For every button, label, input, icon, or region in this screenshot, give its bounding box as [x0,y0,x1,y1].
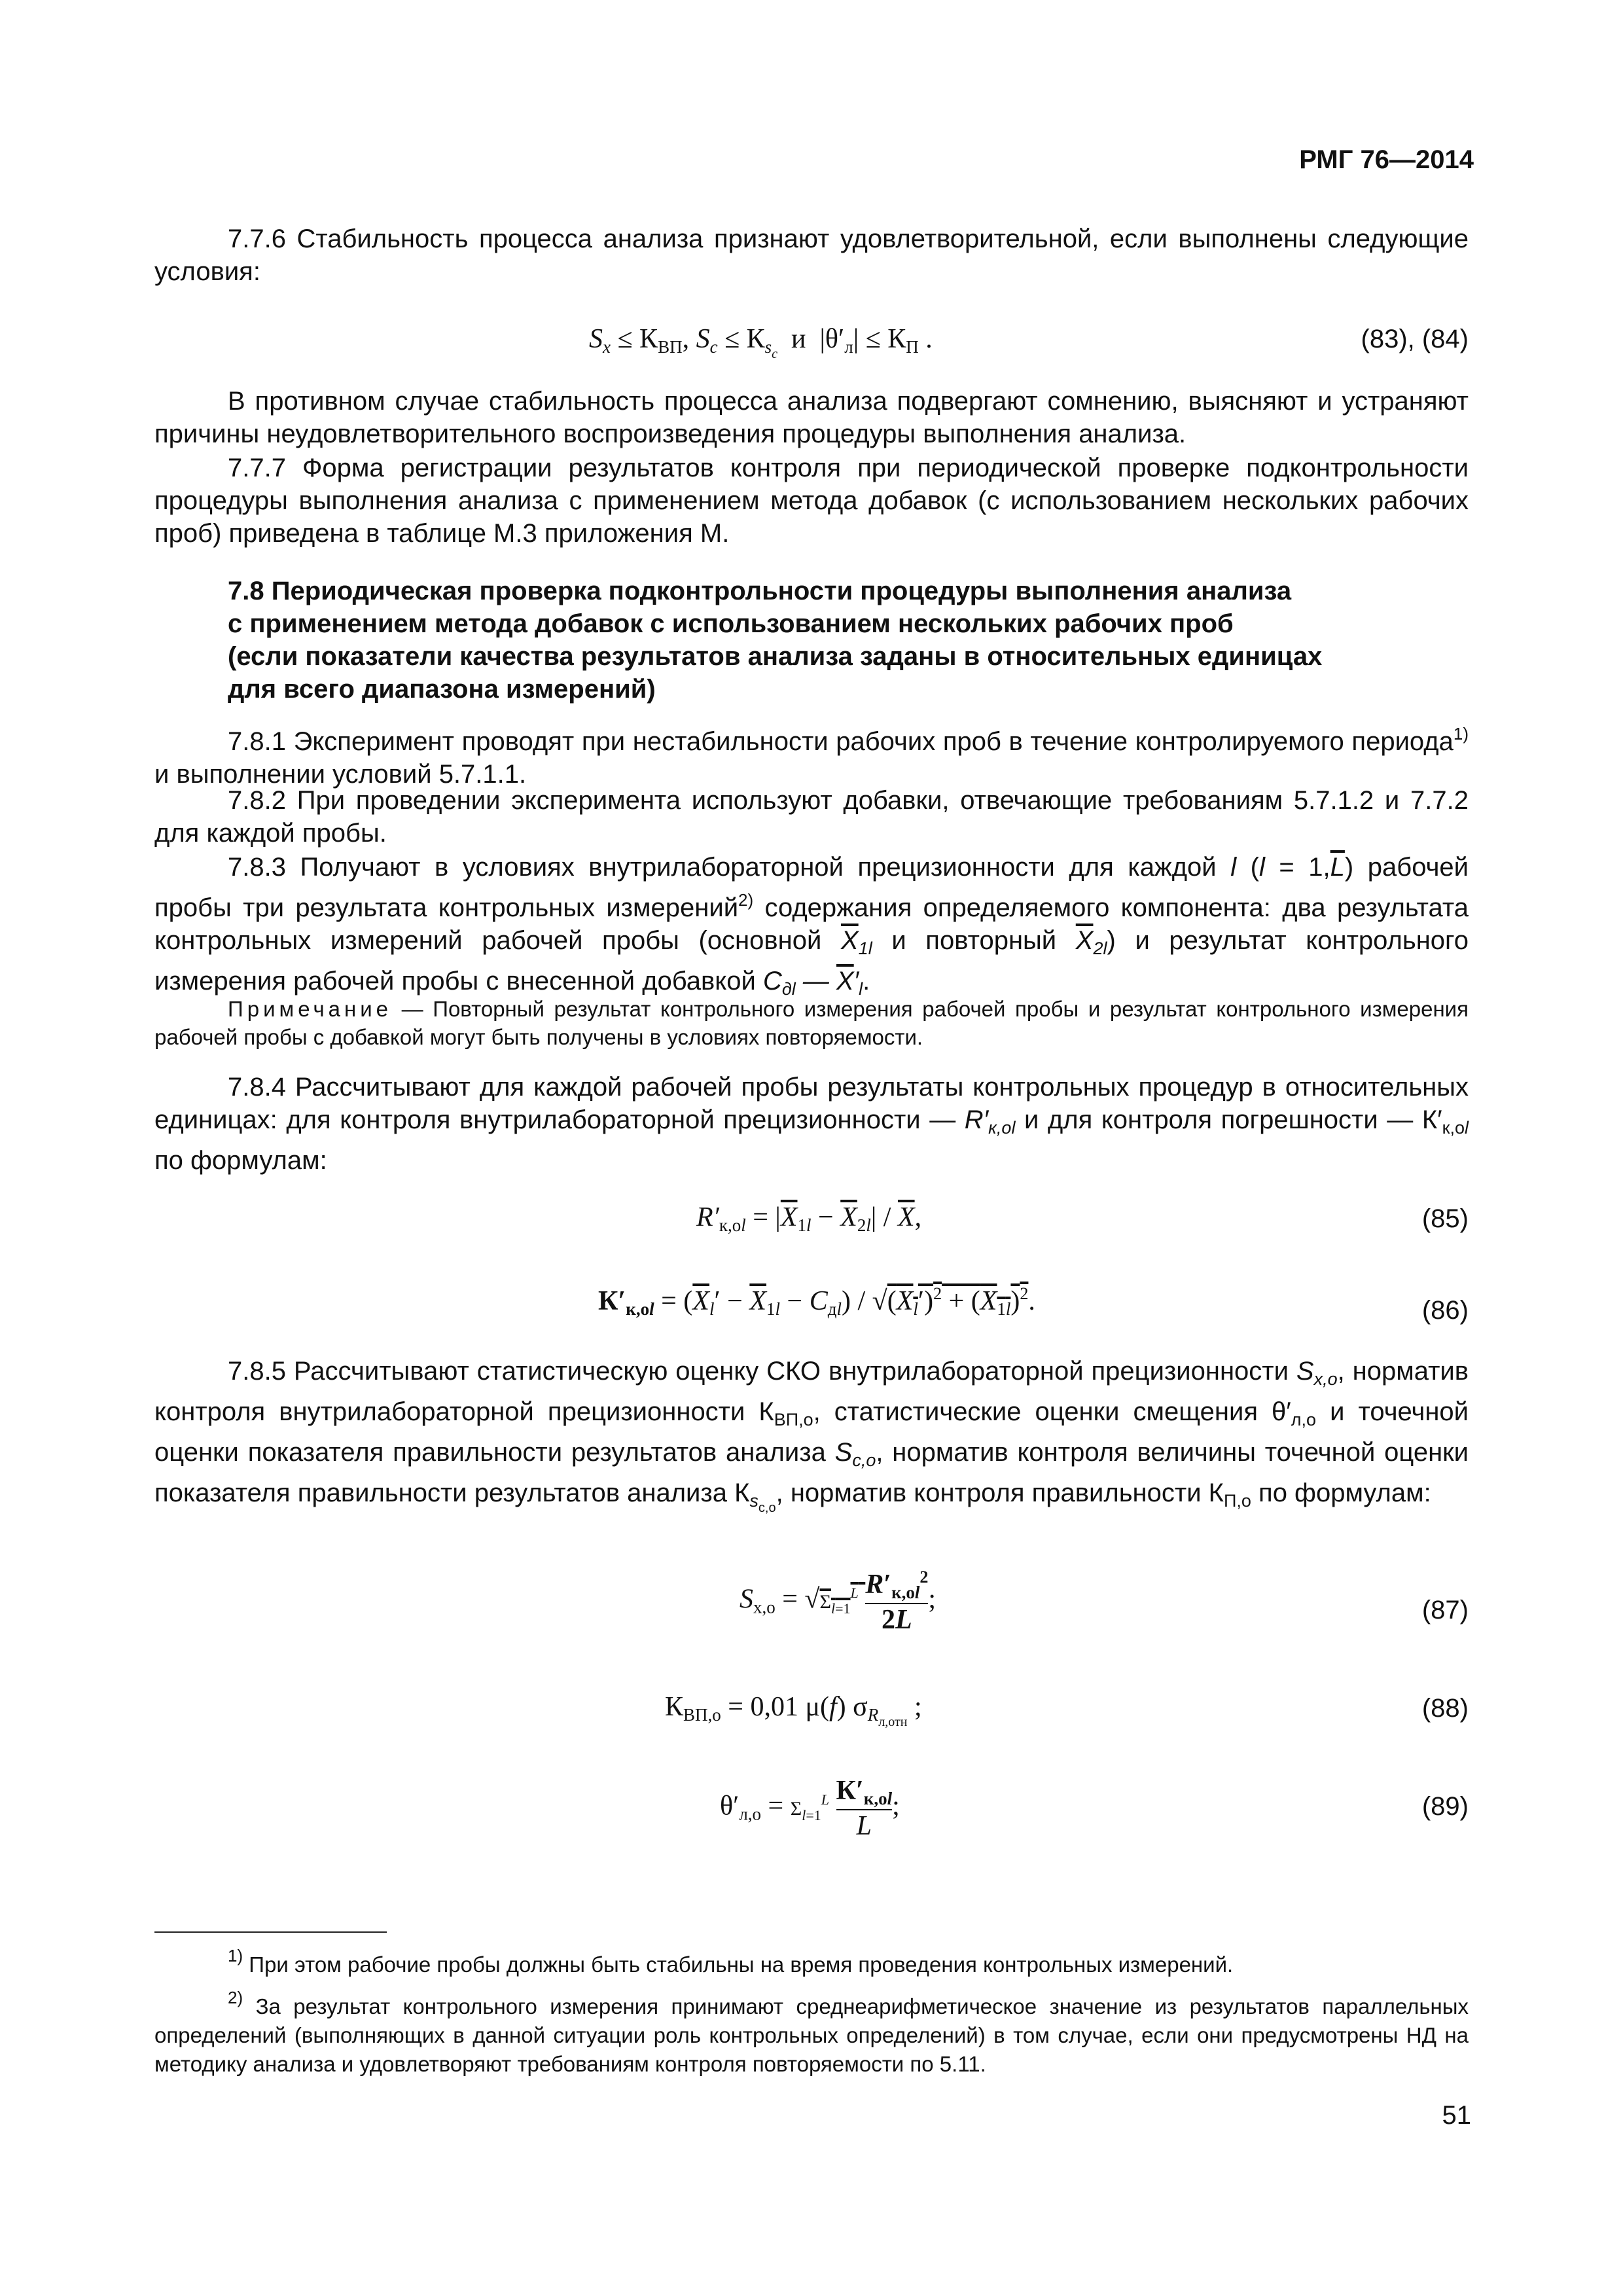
note-label: Примечание [228,997,393,1021]
paragraph-7-8-5 [154,1355,1469,1524]
heading-line: для всего диапазона измерений) [228,675,656,704]
paragraph-text: и для контроля погрешности — [1015,1105,1422,1134]
formula-86: $К'_{к,оl} = (\overline{X}_l' - \overline{X}_{1l} - C_{дl}) / √(X_l')^2 + (X_{1l})^2$. [598,1284,1035,1319]
paragraph-7-8-3: 7.8.3 Получают в условиях внутрилабораторной прецизионности для каждой l $(l = 1,\overline{L})$ рабочей пробы три результата контрольных измерений$^{2)}$ содержания определяемого компонента: два результата контрольных измерений рабочей пробы (основной $\overline{X}_{1l}$ и повторный $\overline{X}_{2l}$) и результат контрольного измерения рабочей пробы с внесенной добавкой $C_{дl}$ — $\overline{X}'_l$. [154,853,1469,999]
math-inline: $К_{П,о}$ [1208,1479,1251,1511]
math-inline: $К_{s_{с,о}}$ [734,1479,776,1515]
paragraph-text: , норматив контроля внутрилабораторной прецизионности [154,1357,1469,1426]
footnote-1 [154,1941,1469,1979]
formula-number-86: (86) [1421,1296,1469,1325]
formula-number-85: (85) [1421,1204,1469,1233]
footnote-text: За результат контрольного измерения принимают среднеарифметическое значение из результатов параллельных определений (выполняющих в данной ситуации роль контрольных определений) в том случае, если они предусмотрены НД на методику анализа и удовлетворяют требованиям контроля повторяемости по 5.11. [154,1994,1469,2076]
paragraph-7-7-6: 7.7.6 Стабильность процесса анализа признают удовлетворительной, если выполнены следующие условия: [154,224,1469,286]
paragraph-text: и точечной оценки показателя правильности результатов анализа [154,1397,1469,1467]
paragraph-7-8-2: 7.8.2 При проведении эксперимента используют добавки, отвечающие требованиям 5.7.1.2 и 7.7.2 для каждой пробы. [154,786,1469,848]
formula-85: $R'_{к,оl} = |\overline{X}_{1l} - \overline{X}_{2l}| / \overline{X}$, [696,1202,922,1235]
formula-number-83-84: (83), (84) [1361,325,1469,353]
paragraph-7-7-6-cont: В противном случае стабильность процесса анализа подвергают сомнению, выясняют и устраняют причины неудовлетворительного воспроизведения процедуры выполнения анализа. [154,387,1469,448]
paragraph-text: 7.8.3 Получают в условиях внутрилабораторной прецизионности для каждой [228,853,1231,882]
formula-87: $S_{x,о} = √\Sigma_{l=1}^L$ $R'_{к,оl}^2$ 2L ; [740,1568,936,1635]
formula-number-88: (88) [1421,1694,1469,1723]
math-inline: $S_{с,о}$ [834,1438,876,1470]
paragraph-text: , статистические оценки смещения [813,1397,1272,1426]
paragraph-text: ) и результат контрольного измерения рабочей пробы с внесенной добавкой [154,926,1469,996]
math-inline: $\overline{X}_{1l}$ [840,926,872,958]
paragraph-text: , норматив контроля правильности [776,1479,1209,1507]
math-inline: $R'_{к,оl}$ [964,1105,1016,1138]
formula-89: $\theta'_{л,о} = \Sigma_{l=1}^L$ $К'_{к,оl}$ L ; [720,1776,900,1841]
math-inline: $S_{x,о}$ [1296,1357,1338,1389]
note-text: — Повторный результат контрольного измерения рабочей пробы и результат контрольного измерения рабочей пробы с добавкой могут быть получены в условиях повторяемости. [154,997,1469,1049]
paragraph-text: по формулам: [1251,1479,1431,1507]
heading-line: с применением метода добавок с использованием нескольких рабочих проб [228,609,1234,638]
paragraph-7-8-4 [154,1071,1469,1177]
footnote-text: При этом рабочие пробы должны быть стабильны на время проведения контрольных измерений. [243,1952,1234,1977]
heading-line: (если показатели качества результатов анализа заданы в относительных единицах [228,642,1323,671]
paragraph-text: 7.8.1 Эксперимент проводят при нестабильности рабочих проб в течение контролируемого периода [228,727,1454,756]
footnote-separator [154,1931,387,1933]
formula-88: $К_{ВП,о} = 0,01$ μ(f) $\sigma_{R_{л,отн}}$ ; [665,1692,922,1729]
note [154,995,1469,1051]
footnote-ref: 1) [1453,724,1469,744]
paragraph-text: и выполнении условий 5.7.1.1. [154,760,527,789]
paragraph-text: содержания определяемого компонента: два результата контрольных измерений рабочей пробы (основной [154,893,1469,955]
formula-number-87: (87) [1421,1596,1469,1624]
footnote-mark: 1) [228,1946,243,1965]
math-inline: $C_{дl}$ — $\overline{X}'_l$ [762,967,863,999]
math-inline: l [1230,853,1237,882]
formula-83-84: $S_x \le К_{ВП}$, $S_c \le К_{s_c}$ и $|\theta'_л| \le К_П$ . [589,324,933,361]
section-heading-7-8 [228,575,1471,706]
paragraph-text: и повторный [872,926,1076,955]
document-header: РМГ 76—2014 [1299,145,1474,174]
formula-number-89: (89) [1421,1792,1469,1821]
math-inline: $К'_{к,оl}$ [1421,1105,1469,1138]
paragraph-text: по формулам: [154,1146,327,1175]
math-inline: $\theta'_{л,о}$ [1272,1397,1317,1429]
math-inline: $К_{ВП,о}$ [758,1397,813,1429]
formula-coef: 0,01 [750,1692,798,1722]
paragraph-text: рабочей пробы три результата контрольных измерений [154,853,1469,922]
page-number: 51 [1442,2101,1471,2130]
footnote-ref: 2) [738,890,754,910]
paragraph-7-8-1 [154,717,1469,791]
paragraph-text: 7.8.4 Рассчитывают для каждой рабочей пробы результаты контрольных процедур в относительных единицах: для контроля внутрилабораторной прецизионности — [154,1073,1469,1134]
math-inline: $\overline{X}_{2l}$ [1075,926,1107,958]
heading-line: 7.8 Периодическая проверка подконтрольности процедуры выполнения анализа [228,577,1292,605]
paragraph-text: , норматив контроля величины точечной оценки показателя правильности результатов анализа [154,1438,1469,1507]
footnote-mark: 2) [228,1988,243,2007]
paragraph-7-7-7: 7.7.7 Форма регистрации результатов контроля при периодической проверке подконтрольности процедуры выполнения анализа с применением метода добавок (с использованием нескольких рабочих проб) приведена в таблице М.3 приложения М. [154,454,1469,548]
footnote-2 [154,1983,1469,2079]
paragraph-text: 7.8.5 Рассчитывают статистическую оценку СКО внутрилабораторной прецизионности [228,1357,1296,1386]
